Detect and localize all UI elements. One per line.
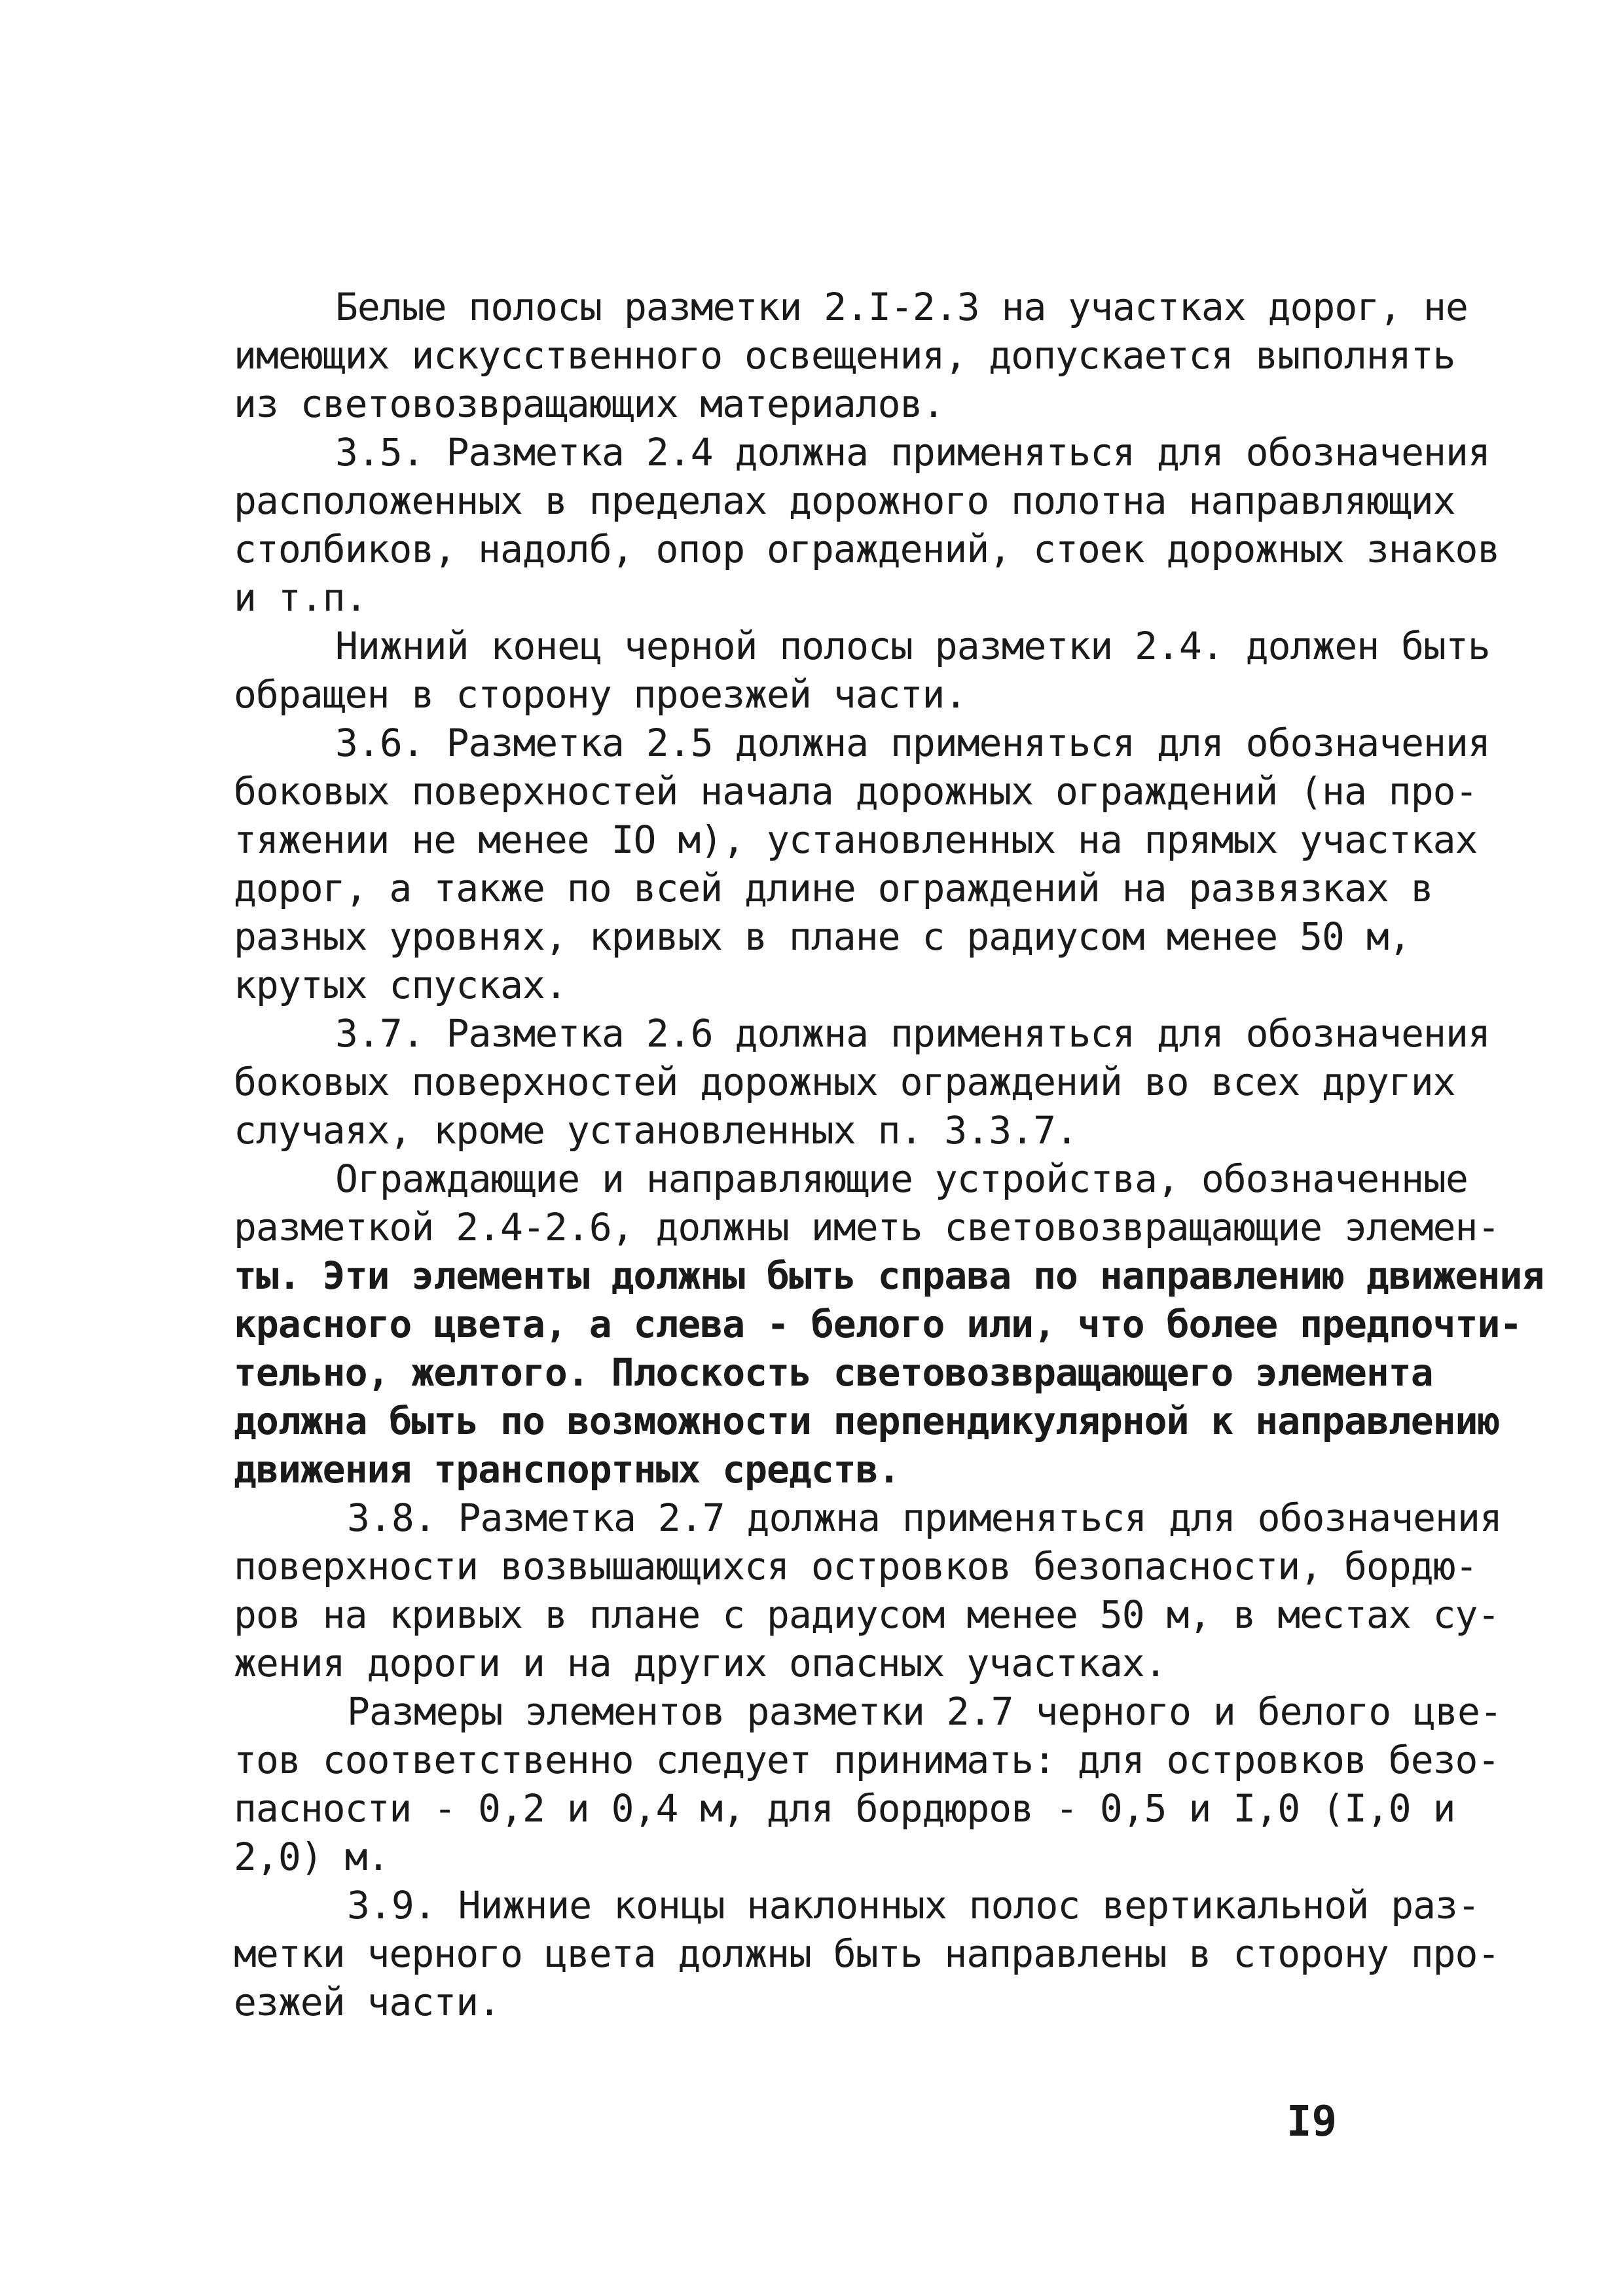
text-line: Размеры элементов разметки 2.7 черного и белого цве- — [347, 1689, 1502, 1734]
text-line: ров на кривых в плане с радиусом менее 50 м, в местах су- — [234, 1592, 1500, 1637]
text-line: имеющих искусственного освещения, допускается выполнять — [234, 333, 1455, 378]
text-line: жения дороги и на других опасных участках. — [234, 1641, 1167, 1685]
text-line: крутых спусках. — [234, 963, 567, 1007]
page-number: I9 — [1286, 2098, 1338, 2146]
text-line: движения транспортных средств. — [234, 1447, 900, 1492]
text-line: обращен в сторону проезжей части. — [234, 672, 967, 717]
text-line: езжей части. — [234, 1980, 501, 2024]
body-text — [234, 283, 1544, 2026]
text-line: разных уровнях, кривых в плане с радиусом менее 50 м, — [234, 914, 1411, 959]
paragraph-3-6-line: 3.6. Разметка 2.5 должна применяться для обозначения — [335, 721, 1490, 765]
text-line: из световозвращающих материалов. — [234, 382, 945, 426]
text-line: тяжении не менее IO м), установленных на прямых участках — [234, 817, 1478, 862]
text-line: расположенных в пределах дорожного полотна направляющих — [234, 478, 1455, 523]
text-line: ты. Эти элементы должны быть справа по направлению движения — [234, 1253, 1544, 1298]
text-line: метки черного цвета должны быть направлены в сторону про- — [234, 1931, 1500, 1976]
text-line: Нижний конец черной полосы разметки 2.4. должен быть — [335, 624, 1490, 668]
text-line: пасности - 0,2 и 0,4 м, для бордюров - 0,5 и I,0 (I,0 и — [234, 1786, 1455, 1831]
text-line: разметкой 2.4-2.6, должны иметь световозвращающие элемен- — [234, 1205, 1500, 1249]
text-line: 2,0) м. — [234, 1835, 390, 1879]
text-line: тельно, желтого. Плоскость световозвращающего элемента — [234, 1350, 1433, 1395]
text-line: Ограждающие и направляющие устройства, обозначенные — [335, 1157, 1468, 1201]
paragraph-3-7-line: 3.7. Разметка 2.6 должна применяться для обозначения — [335, 1011, 1490, 1056]
text-line: дорог, а также по всей длине ограждений на развязках в — [234, 866, 1433, 910]
text-line: тов соответственно следует принимать: для островков безо- — [234, 1738, 1500, 1782]
text-line: Белые полосы разметки 2.I-2.3 на участках дорог, не — [335, 285, 1468, 329]
text-line: и т.п. — [234, 575, 367, 620]
text-line: столбиков, надолб, опор ограждений, стоек дорожных знаков — [234, 527, 1500, 571]
text-line: должна быть по возможности перпендикулярной к направлению — [234, 1399, 1500, 1443]
text-line: красного цвета, а слева - белого или, что более предпочти- — [234, 1302, 1522, 1346]
text-line: боковых поверхностей дорожных ограждений во всех других — [234, 1060, 1455, 1104]
text-line: боковых поверхностей начала дорожных ограждений (на про- — [234, 769, 1478, 814]
paragraph-3-9-line: 3.9. Нижние концы наклонных полос вертикальной раз- — [347, 1883, 1480, 1928]
paragraph-3-8-line: 3.8. Разметка 2.7 должна применяться для обозначения — [347, 1496, 1502, 1540]
paragraph-3-5-line: 3.5. Разметка 2.4 должна применяться для обозначения — [335, 430, 1490, 475]
text-line: случаях, кроме установленных п. 3.3.7. — [234, 1108, 1078, 1153]
text-line: поверхности возвышающихся островков безопасности, бордю- — [234, 1544, 1478, 1588]
